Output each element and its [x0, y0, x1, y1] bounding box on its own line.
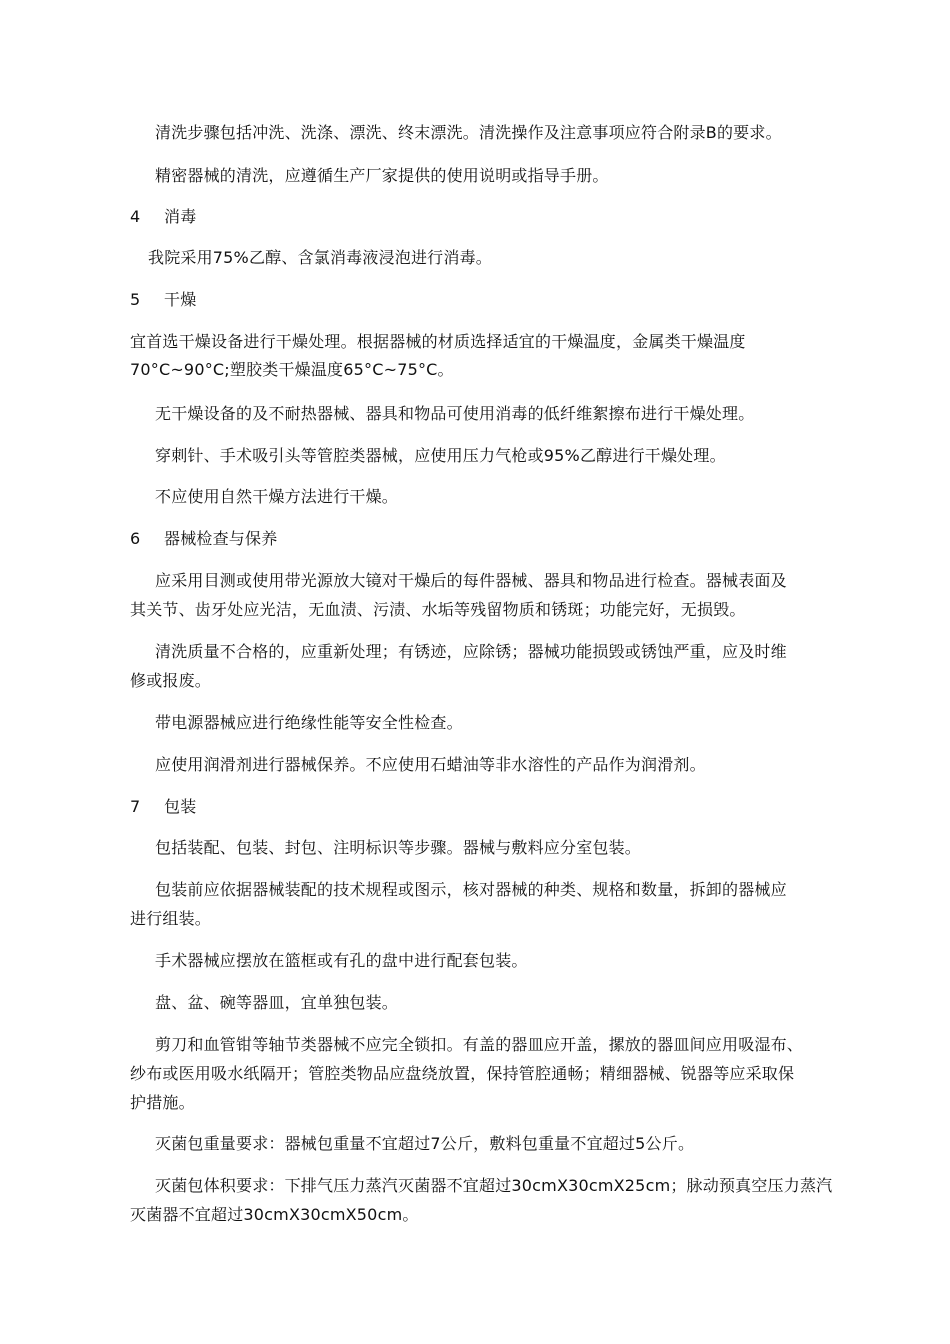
section-heading-6 — [130, 529, 277, 549]
paragraph-hinged-line-1: 剪刀和血管钳等轴节类器械不应完全锁扣。有盖的器皿应开盖，摞放的器皿间应用吸湿布、 — [155, 1035, 804, 1054]
section-title: 器械检查与保养 — [164, 529, 278, 548]
section-number: 5 — [130, 290, 141, 309]
section-title: 干燥 — [164, 290, 197, 309]
paragraph-inspection-line-1: 应采用目测或使用带光源放大镜对干燥后的每件器械、器具和物品进行检查。器械表面及 — [155, 571, 787, 590]
paragraph-drying-line-1: 宜首选干燥设备进行干燥处理。根据器械的材质选择适宜的干燥温度，金属类干燥温度 — [130, 332, 746, 351]
paragraph-lumen-drying: 穿刺针、手术吸引头等管腔类器械，应使用压力气枪或95%乙醇进行干燥处理。 — [155, 446, 726, 465]
paragraph-cleaning-steps: 清洗步骤包括冲洗、洗涤、漂洗、终末漂洗。清洗操作及注意事项应符合附录B的要求。 — [155, 123, 782, 142]
section-number: 6 — [130, 529, 141, 548]
paragraph-no-dryer: 无干燥设备的及不耐热器械、器具和物品可使用消毒的低纤维絮擦布进行干燥处理。 — [155, 404, 755, 423]
section-number: 7 — [130, 797, 141, 816]
section-title: 消毒 — [164, 207, 197, 226]
section-heading-5 — [130, 290, 196, 310]
paragraph-hinged-line-2: 纱布或医用吸水纸隔开；管腔类物品应盘绕放置，保持管腔通畅；精细器械、锐器等应采取保 — [130, 1064, 795, 1083]
paragraph-assembly-line-1: 包装前应依据器械装配的技术规程或图示，核对器械的种类、规格和数量，拆卸的器械应 — [155, 880, 787, 899]
paragraph-rework-line-2: 修或报废。 — [130, 671, 212, 690]
paragraph-precision-cleaning: 精密器械的清洗，应遵循生产厂家提供的使用说明或指导手册。 — [155, 166, 609, 185]
section-number: 4 — [130, 207, 141, 226]
paragraph-drying-line-2: 70°C~90°C;塑胶类干燥温度65°C~75°C。 — [130, 360, 454, 379]
paragraph-tray-packing: 手术器械应摆放在篮框或有孔的盘中进行配套包装。 — [155, 951, 528, 970]
paragraph-vessel-packing: 盘、盆、碗等器皿，宜单独包装。 — [155, 993, 399, 1012]
section-heading-4 — [130, 207, 196, 227]
paragraph-disinfection: 我院采用75%乙醇、含氯消毒液浸泡进行消毒。 — [148, 248, 492, 267]
paragraph-volume-line-1: 灭菌包体积要求：下排气压力蒸汽灭菌器不宜超过30cmX30cmX25cm；脉动预真空压力蒸汽 — [155, 1176, 833, 1195]
paragraph-lubrication: 应使用润滑剂进行器械保养。不应使用石蜡油等非水溶性的产品作为润滑剂。 — [155, 755, 706, 774]
paragraph-no-natural-drying: 不应使用自然干燥方法进行干燥。 — [155, 487, 399, 506]
paragraph-volume-line-2: 灭菌器不宜超过30cmX30cmX50cm。 — [130, 1205, 419, 1224]
paragraph-packaging-steps: 包括装配、包装、封包、注明标识等步骤。器械与敷料应分室包装。 — [155, 838, 642, 857]
paragraph-rework-line-1: 清洗质量不合格的，应重新处理；有锈迹，应除锈；器械功能损毁或锈蚀严重，应及时维 — [155, 642, 787, 661]
paragraph-inspection-line-2: 其关节、齿牙处应光洁，无血渍、污渍、水垢等残留物质和锈斑；功能完好，无损毁。 — [130, 600, 746, 619]
paragraph-hinged-line-3: 护措施。 — [130, 1093, 195, 1112]
section-heading-7 — [130, 797, 196, 817]
paragraph-weight-requirement: 灭菌包重量要求：器械包重量不宜超过7公斤，敷料包重量不宜超过5公斤。 — [155, 1134, 695, 1153]
paragraph-insulation-check: 带电源器械应进行绝缘性能等安全性检查。 — [155, 713, 463, 732]
section-title: 包装 — [164, 797, 197, 816]
paragraph-assembly-line-2: 进行组装。 — [130, 909, 212, 928]
